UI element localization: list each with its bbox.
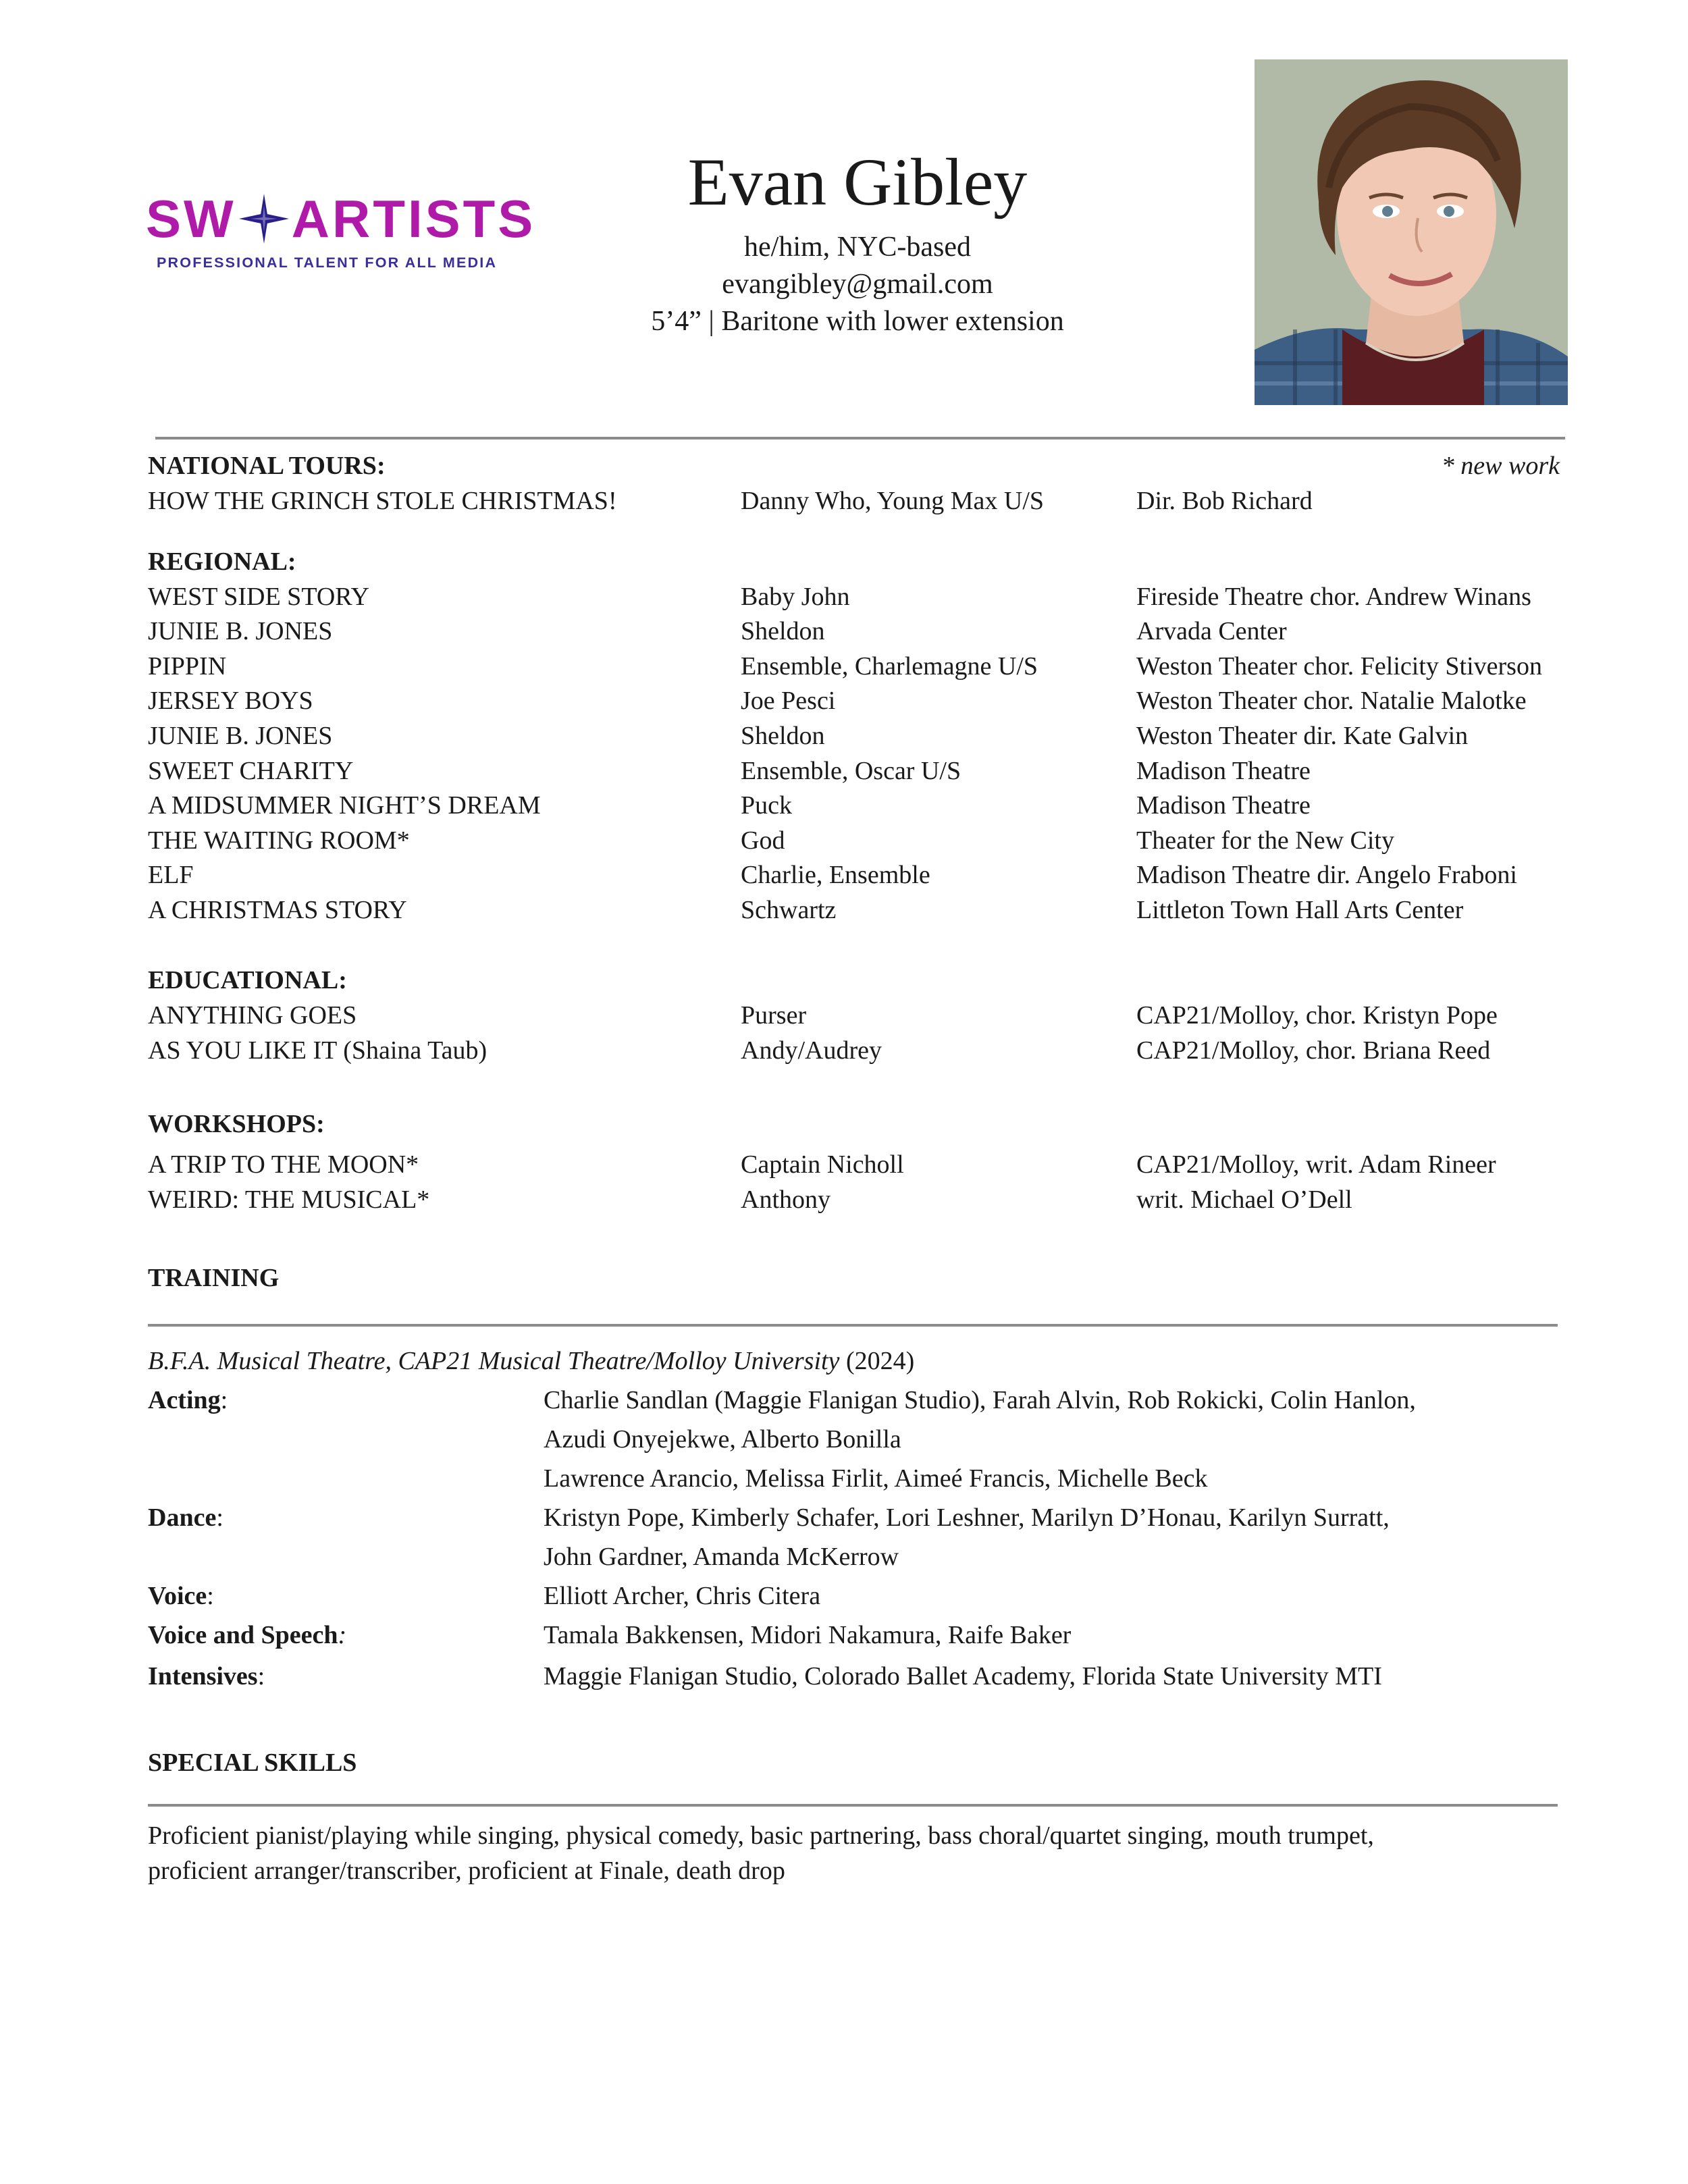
headshot-photo <box>1255 59 1568 405</box>
performer-name: Evan Gibley <box>687 144 1028 219</box>
new-work-note: * new work <box>1441 452 1560 480</box>
credit-role: Ensemble, Charlemagne U/S <box>741 652 1038 681</box>
section-heading-educational: EDUCATIONAL: <box>148 966 347 994</box>
credit-show: JERSEY BOYS <box>148 687 313 715</box>
training-value: Elliott Archer, Chris Citera <box>544 1582 821 1610</box>
credit-role: Purser <box>741 1001 807 1030</box>
star-icon <box>238 192 290 245</box>
credit-venue: Madison Theatre <box>1136 791 1311 820</box>
section-heading-regional: REGIONAL: <box>148 548 296 576</box>
training-value: Lawrence Arancio, Melissa Firlit, Aimeé Francis, Michelle Beck <box>544 1464 1208 1493</box>
credit-show: PIPPIN <box>148 652 227 681</box>
credit-role: Sheldon <box>741 722 825 750</box>
training-value: Maggie Flanigan Studio, Colorado Ballet Academy, Florida State University MTI <box>544 1662 1382 1690</box>
email-address: evangibley@gmail.com <box>722 269 993 300</box>
training-value: Charlie Sandlan (Maggie Flanigan Studio), Farah Alvin, Rob Rokicki, Colin Hanlon, <box>544 1386 1416 1414</box>
credit-venue: CAP21/Molloy, chor. Briana Reed <box>1136 1036 1491 1065</box>
credit-venue: Weston Theater dir. Kate Galvin <box>1136 722 1469 750</box>
credit-role: Puck <box>741 791 792 820</box>
degree-name: B.F.A. Musical Theatre, CAP21 Musical Theatre/Molloy University <box>148 1347 840 1375</box>
header-divider <box>155 437 1565 440</box>
credit-show: JUNIE B. JONES <box>148 722 333 750</box>
section-heading-special-skills: SPECIAL SKILLS <box>148 1749 357 1777</box>
credit-role: Danny Who, Young Max U/S <box>741 487 1045 515</box>
pronouns-location: he/him, NYC-based <box>744 232 971 263</box>
training-value: John Gardner, Amanda McKerrow <box>544 1543 899 1571</box>
credit-show: AS YOU LIKE IT (Shaina Taub) <box>148 1036 487 1065</box>
credit-show: JUNIE B. JONES <box>148 617 333 645</box>
credit-show: ELF <box>148 861 194 889</box>
credit-venue: Arvada Center <box>1136 617 1287 645</box>
credit-show: ANYTHING GOES <box>148 1001 357 1030</box>
credit-show: SWEET CHARITY <box>148 757 354 785</box>
training-value: Kristyn Pope, Kimberly Schafer, Lori Leshner, Marilyn D’Honau, Karilyn Surratt, <box>544 1503 1390 1532</box>
credit-venue: Weston Theater chor. Felicity Stiverson <box>1136 652 1542 681</box>
credit-show: A TRIP TO THE MOON* <box>148 1150 419 1179</box>
credit-venue: Madison Theatre <box>1136 757 1311 785</box>
credit-venue: Weston Theater chor. Natalie Malotke <box>1136 687 1527 715</box>
credit-venue: CAP21/Molloy, chor. Kristyn Pope <box>1136 1001 1498 1030</box>
training-value: Azudi Onyejekwe, Alberto Bonilla <box>544 1425 901 1454</box>
credit-venue: Littleton Town Hall Arts Center <box>1136 896 1464 924</box>
credit-venue: Madison Theatre dir. Angelo Fraboni <box>1136 861 1517 889</box>
training-value: Tamala Bakkensen, Midori Nakamura, Raife Baker <box>544 1621 1072 1649</box>
training-label-voice-and-speech: Voice and Speech: <box>148 1621 347 1649</box>
credit-show: A MIDSUMMER NIGHT’S DREAM <box>148 791 541 820</box>
credit-show: A CHRISTMAS STORY <box>148 896 407 924</box>
training-label-acting: Acting: <box>148 1386 228 1414</box>
section-heading-workshops: WORKSHOPS: <box>148 1110 325 1138</box>
credit-role: Charlie, Ensemble <box>741 861 930 889</box>
skills-divider <box>148 1804 1558 1807</box>
section-heading-national-tours: NATIONAL TOURS: <box>148 452 386 480</box>
credit-role: Baby John <box>741 583 850 611</box>
height-voice-type: 5’4” | Baritone with lower extension <box>651 306 1064 337</box>
degree-year: (2024) <box>839 1347 915 1375</box>
credit-show: HOW THE GRINCH STOLE CHRISTMAS! <box>148 487 617 515</box>
credit-venue: Dir. Bob Richard <box>1136 487 1313 515</box>
credit-role: Schwartz <box>741 896 837 924</box>
logo-right-text: ARTISTS <box>291 189 536 248</box>
training-divider <box>148 1324 1558 1327</box>
credit-venue: Theater for the New City <box>1136 826 1394 855</box>
credit-venue: CAP21/Molloy, writ. Adam Rineer <box>1136 1150 1496 1179</box>
credit-role: Joe Pesci <box>741 687 836 715</box>
credit-role: Ensemble, Oscar U/S <box>741 757 961 785</box>
credit-role: Sheldon <box>741 617 825 645</box>
training-label-intensives: Intensives: <box>148 1662 265 1690</box>
training-label-dance: Dance: <box>148 1503 223 1532</box>
credit-show: WEST SIDE STORY <box>148 583 369 611</box>
agency-logo <box>146 189 537 280</box>
degree-line <box>148 1346 914 1377</box>
section-heading-training: TRAINING <box>148 1264 280 1292</box>
logo-wordmark <box>146 189 536 248</box>
credit-show: THE WAITING ROOM* <box>148 826 410 855</box>
skills-text: proficient arranger/transcriber, proficient at Finale, death drop <box>148 1857 785 1885</box>
credit-venue: writ. Michael O’Dell <box>1136 1186 1352 1214</box>
credit-role: God <box>741 826 785 855</box>
logo-tagline: PROFESSIONAL TALENT FOR ALL MEDIA <box>157 255 498 271</box>
credit-venue: Fireside Theatre chor. Andrew Winans <box>1136 583 1531 611</box>
credit-show: WEIRD: THE MUSICAL* <box>148 1186 430 1214</box>
training-label-voice: Voice: <box>148 1582 214 1610</box>
credit-role: Anthony <box>741 1186 830 1214</box>
credit-role: Andy/Audrey <box>741 1036 882 1065</box>
logo-left-text: SW <box>146 189 236 248</box>
skills-text: Proficient pianist/playing while singing, physical comedy, basic partnering, bass choral/quartet singing, mouth trumpet, <box>148 1821 1374 1850</box>
credit-role: Captain Nicholl <box>741 1150 904 1179</box>
